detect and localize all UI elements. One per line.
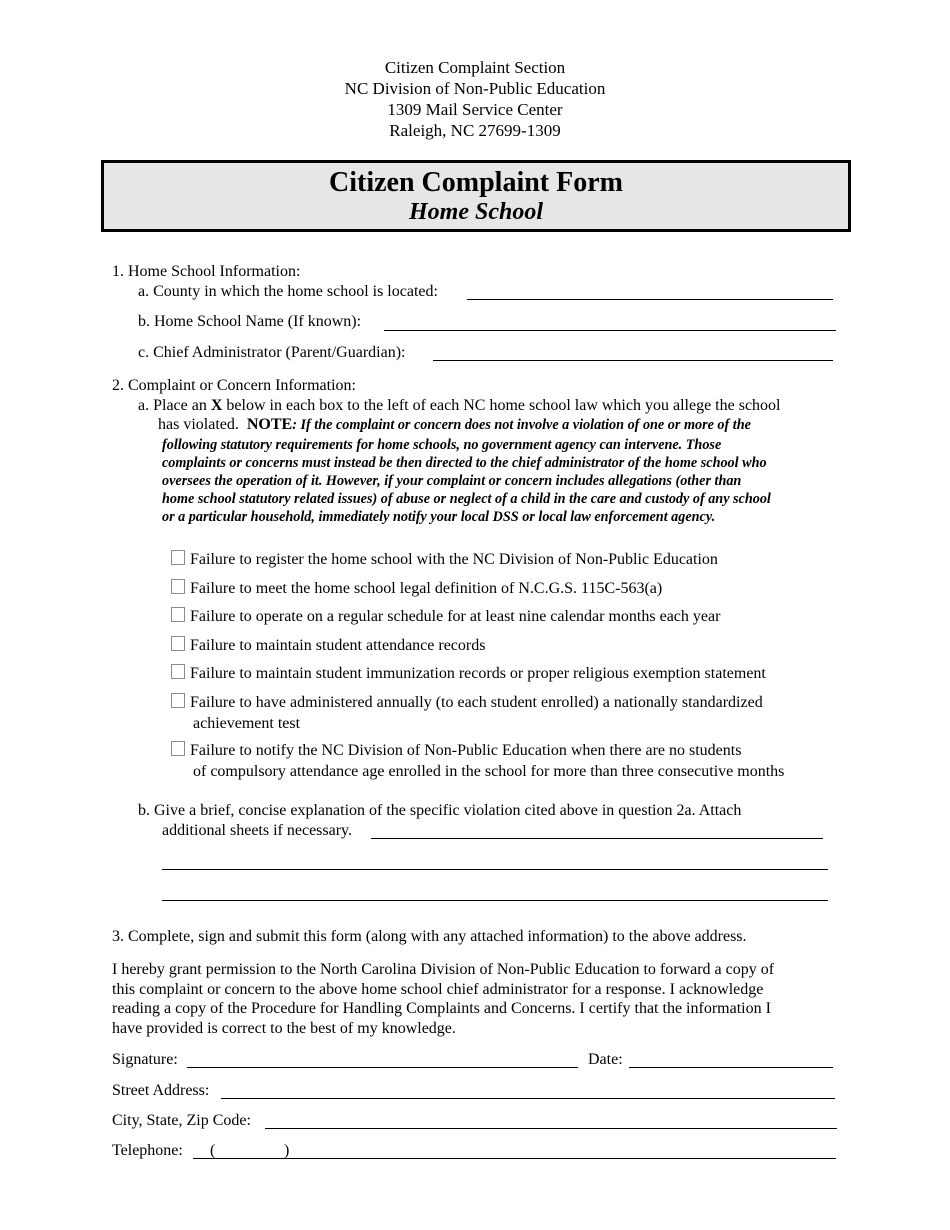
explanation-field-line[interactable] (162, 900, 828, 901)
violation-checkbox[interactable] (171, 664, 185, 679)
violation-label: Failure to operate on a regular schedule for at least nine calendar months each year (190, 608, 721, 625)
date-label: Date: (588, 1051, 623, 1068)
note-line: oversees the operation of it. However, if your complaint or concern includes allegations (other than (162, 473, 742, 489)
school-name-label: b. Home School Name (If known): (138, 313, 362, 330)
note-line: following statutory requirements for home schools, no government agency can intervene. Those (162, 437, 722, 453)
address-line-4: Raleigh, NC 27699-1309 (389, 121, 561, 140)
violation-checkbox[interactable] (171, 607, 185, 622)
violation-label-cont: of compulsory attendance age enrolled in the school for more than three consecutive months (193, 763, 785, 780)
intro-text-cont: below in each box to the left of each NC home school law which you allege the school (222, 397, 781, 414)
violation-label: Failure to notify the NC Division of Non-Public Education when there are no students (190, 742, 742, 759)
permission-line: I hereby grant permission to the North Carolina Division of Non-Public Education to forward a copy of (112, 961, 775, 978)
telephone-paren-close: ) (284, 1142, 290, 1159)
section1-heading: 1. Home School Information: (112, 263, 301, 280)
chief-admin-label: c. Chief Administrator (Parent/Guardian): (138, 344, 406, 361)
explanation-field-line[interactable] (371, 838, 823, 839)
street-address-field[interactable] (221, 1098, 835, 1099)
violation-checkbox[interactable] (171, 579, 185, 594)
violation-checkbox[interactable] (171, 741, 185, 756)
city-state-zip-field[interactable] (265, 1128, 837, 1129)
address-line-2: NC Division of Non-Public Education (344, 79, 606, 98)
address-line-3: 1309 Mail Service Center (387, 100, 563, 119)
street-address-label: Street Address: (112, 1082, 210, 1099)
violation-label-cont: achievement test (193, 715, 301, 732)
violation-checkbox[interactable] (171, 693, 185, 708)
permission-line: have provided is correct to the best of my knowledge. (112, 1020, 456, 1037)
violation-label: Failure to have administered annually (to each student enrolled) a nationally standardized (190, 694, 763, 711)
form-title: Citizen Complaint Form (329, 167, 623, 198)
telephone-label: Telephone: (112, 1142, 183, 1159)
school-name-field[interactable] (384, 330, 836, 331)
permission-line: reading a copy of the Procedure for Handling Complaints and Concerns. I certify that the information I (112, 1000, 771, 1017)
violation-label: Failure to maintain student immunization records or proper religious exemption statement (190, 665, 766, 682)
note-line: complaints or concerns must instead be then directed to the chief administrator of the home school who (162, 455, 767, 471)
note-label: NOTE (246, 416, 293, 433)
permission-line: this complaint or concern to the above home school chief administrator for a response. I acknowledge (112, 981, 764, 998)
section3-heading: 3. Complete, sign and submit this form (along with any attached information) to the above address. (112, 928, 747, 945)
violation-label: Failure to meet the home school legal definition of N.C.G.S. 115C-563(a) (190, 580, 663, 597)
intro-text: a. Place an (138, 397, 211, 414)
note-text-first: : If the complaint or concern does not involve a violation of one or more of the (292, 417, 751, 433)
note-line: home school statutory related issues) of abuse or neglect of a child in the care and custody of any school (162, 491, 771, 507)
section2b-prompt-cont: additional sheets if necessary. (162, 822, 353, 839)
intro-x-mark: X (210, 397, 223, 414)
date-field[interactable] (629, 1067, 833, 1068)
address-line-1: Citizen Complaint Section (384, 58, 566, 77)
section2b-prompt: b. Give a brief, concise explanation of the specific violation cited above in question 2a. Attach (138, 802, 742, 819)
telephone-field[interactable] (193, 1158, 836, 1159)
violation-checkbox[interactable] (171, 636, 185, 651)
signature-field[interactable] (187, 1067, 578, 1068)
violation-checkbox[interactable] (171, 550, 185, 565)
section2-heading: 2. Complaint or Concern Information: (112, 377, 356, 394)
violation-label: Failure to maintain student attendance records (190, 637, 486, 654)
has-violated-text: has violated. (158, 416, 239, 433)
title-box (101, 160, 851, 232)
note-line: or a particular household, immediately notify your local DSS or local law enforcement agency. (162, 509, 716, 525)
county-field[interactable] (467, 299, 833, 300)
county-label: a. County in which the home school is located: (138, 283, 438, 300)
city-state-zip-label: City, State, Zip Code: (112, 1112, 251, 1129)
explanation-field-line[interactable] (162, 869, 828, 870)
form-subtitle: Home School (408, 199, 543, 225)
section2a-intro (138, 397, 780, 415)
telephone-paren-open: ( (210, 1142, 216, 1159)
chief-admin-field[interactable] (433, 360, 833, 361)
signature-label: Signature: (112, 1051, 178, 1068)
violation-label: Failure to register the home school with the NC Division of Non-Public Education (190, 551, 718, 568)
section2a-line2 (158, 416, 751, 434)
